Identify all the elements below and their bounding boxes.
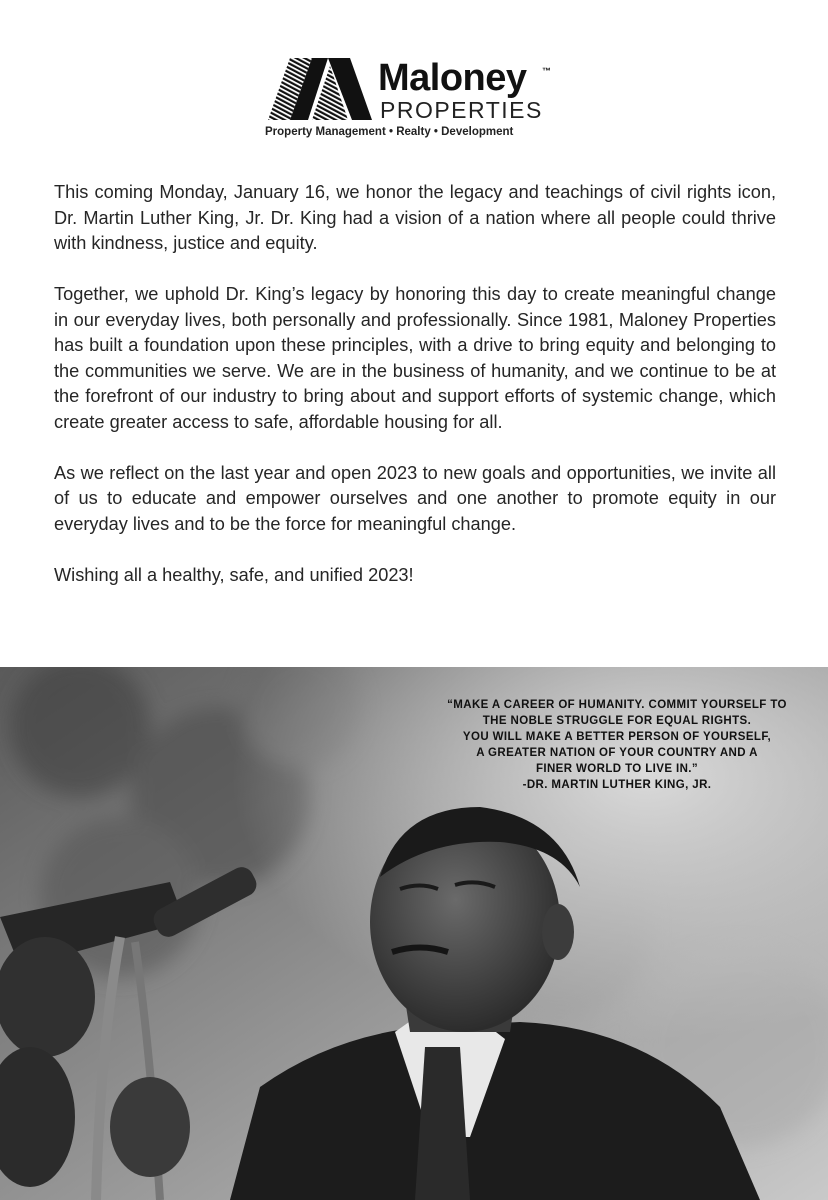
quote-line: FINER WORLD TO LIVE IN.” <box>535 763 699 775</box>
paragraph: Together, we uphold Dr. King’s legacy by honoring this day to create meaningful change in our everyday lives, both personally and professionally. Since 1981, Maloney Properties has built a foundation upon these principles, with a drive to bring equity and belonging to the communities we serve. We are in the business of humanity, and we continue to be at the forefront of our industry to bring about and support efforts of systemic change, which create greater access to safe, affordable housing for all. <box>54 284 776 432</box>
brand-subtitle: PROPERTIES <box>380 97 543 123</box>
quote-line: A GREATER NATION OF YOUR COUNTRY AND A <box>476 747 758 759</box>
maloney-m-logo-mark-icon <box>268 58 372 120</box>
quote-line: YOU WILL MAKE A BETTER PERSON OF YOURSELF, <box>462 731 772 743</box>
brand-name: Maloney <box>378 57 527 99</box>
quote-line: THE NOBLE STRUGGLE FOR EQUAL RIGHTS. <box>482 715 752 727</box>
paragraph: This coming Monday, January 16, we honor the legacy and teachings of civil rights icon, Dr. Martin Luther King, Jr. Dr. King had a vision of a nation where all people could thrive with kindness, justice and equity. <box>54 182 776 253</box>
company-logo <box>265 56 568 146</box>
letter-body <box>54 180 776 614</box>
quote-line: “MAKE A CAREER OF HUMANITY. COMMIT YOURSELF TO <box>447 699 787 711</box>
closing-line: Wishing all a healthy, safe, and unified 2023! <box>54 564 414 585</box>
quote-author: -DR. MARTIN LUTHER KING, JR. <box>522 779 712 791</box>
brand-tagline: Property Management • Realty • Development <box>265 126 514 138</box>
paragraph: As we reflect on the last year and open 2023 to new goals and opportunities, we invite all of us to educate and empower ourselves and one another to promote equity in our everyday lives and to be the force for meaningful change. <box>54 462 776 534</box>
mlk-quote <box>432 697 802 793</box>
trademark-symbol: ™ <box>542 66 551 76</box>
